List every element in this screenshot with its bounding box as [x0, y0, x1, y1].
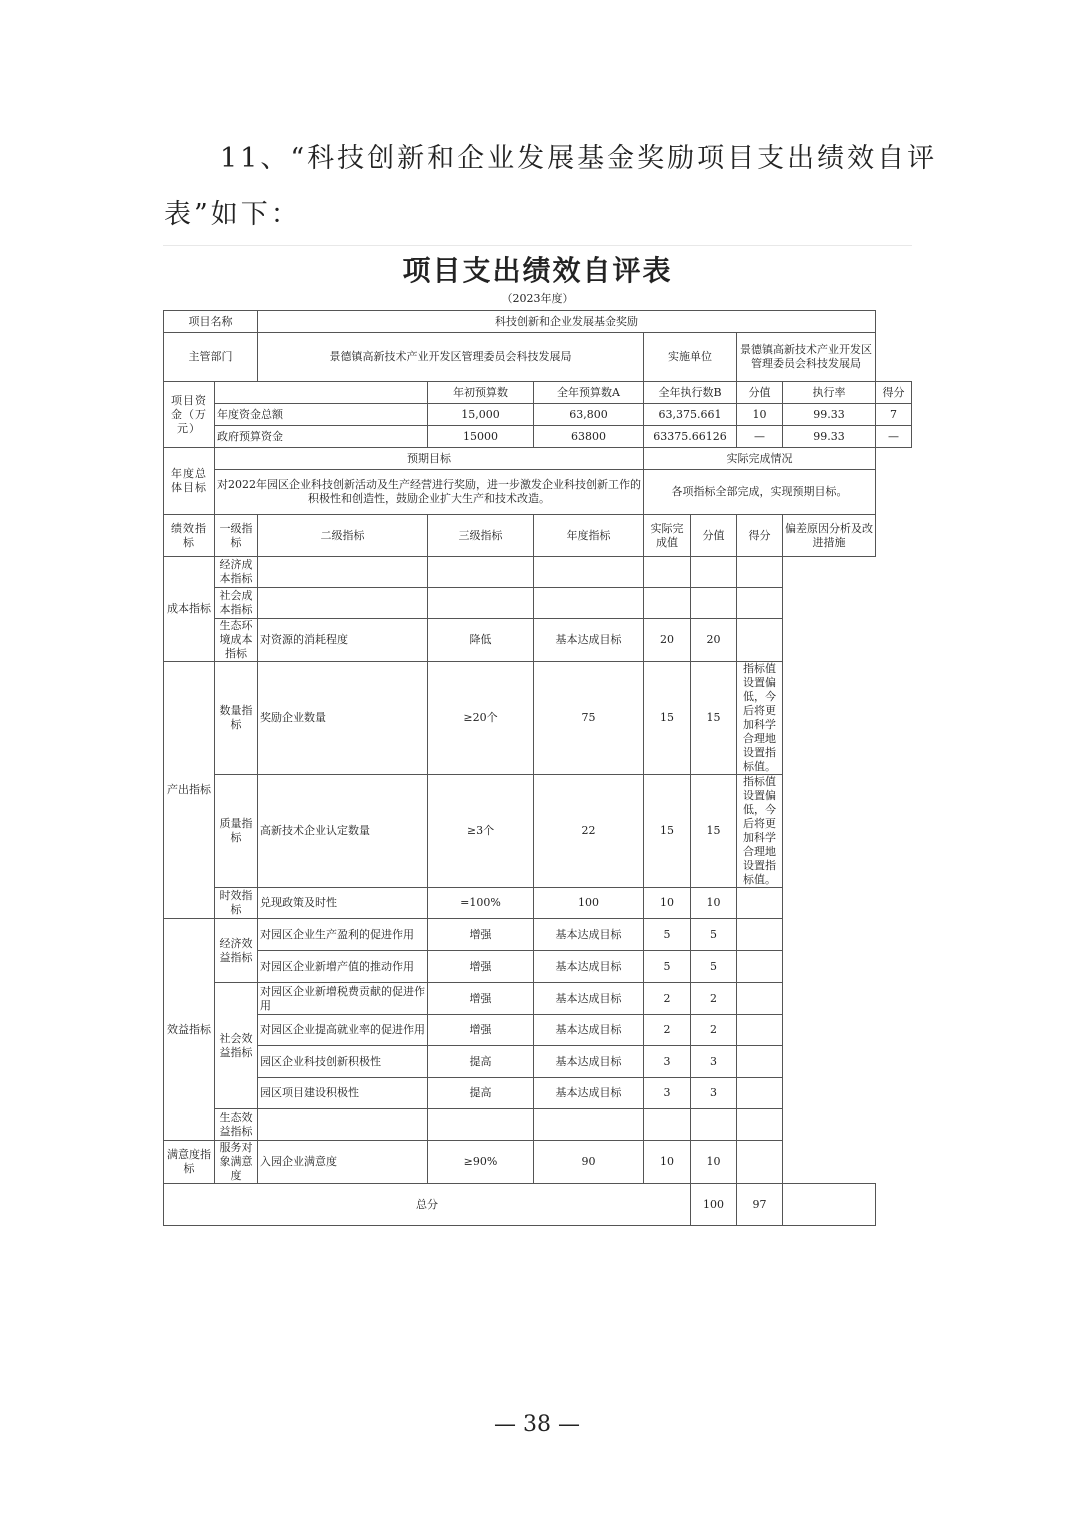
perf-note	[737, 1109, 783, 1141]
perf-value	[644, 1109, 691, 1141]
dept-value: 景德镇高新技术产业开发区管理委员会科技发展局	[258, 333, 644, 382]
perf-l1: 满意度指标	[164, 1141, 215, 1184]
perf-target: =100%	[428, 888, 534, 919]
perf-score: 3	[691, 1046, 737, 1078]
funds-initial: 15,000	[428, 404, 534, 426]
project-name-value: 科技创新和企业发展基金奖励	[258, 311, 876, 333]
perf-actual: 90	[534, 1141, 644, 1184]
perf-header-note: 偏差原因分析及改进措施	[783, 515, 876, 557]
perf-actual: 基本达成目标	[534, 983, 644, 1015]
perf-value: 10	[644, 888, 691, 919]
perf-value: 2	[644, 1015, 691, 1046]
perf-header-l1: 一级指标	[215, 515, 258, 557]
page-number: — 38 —	[494, 1412, 580, 1437]
perf-actual: 基本达成目标	[534, 1015, 644, 1046]
perf-actual	[534, 588, 644, 619]
total-score: 97	[737, 1184, 783, 1226]
perf-row	[164, 619, 912, 662]
perf-l2: 社会效益指标	[215, 983, 258, 1109]
perf-header-score: 得分	[737, 515, 783, 557]
perf-note	[737, 983, 783, 1015]
perf-l3: 对园区企业提高就业率的促进作用	[258, 1015, 428, 1046]
department-row	[164, 333, 912, 382]
perf-value: 20	[644, 619, 691, 662]
perf-target: 增强	[428, 983, 534, 1015]
perf-l2: 数量指标	[215, 662, 258, 775]
funds-row-government	[164, 426, 912, 448]
perf-l3: 对园区企业新增产值的推动作用	[258, 951, 428, 983]
funds-header-row	[164, 382, 912, 404]
perf-l3: 对园区企业生产盈利的促进作用	[258, 919, 428, 951]
funds-blank-cell	[215, 382, 428, 404]
perf-row	[164, 588, 912, 619]
funds-header-initial: 年初预算数	[428, 382, 534, 404]
perf-l3	[258, 557, 428, 588]
perf-header-l3: 三级指标	[428, 515, 534, 557]
goal-actual: 各项指标全部完成，实现预期目标。	[644, 470, 876, 515]
funds-header-rate: 执行率	[783, 382, 876, 404]
goal-actual-header: 实际完成情况	[644, 448, 876, 470]
perf-target	[428, 1109, 534, 1141]
perf-row	[164, 919, 912, 951]
funds-label: 项目资金（万元）	[164, 382, 215, 448]
perf-score: 10	[691, 888, 737, 919]
perf-value: 5	[644, 951, 691, 983]
perf-actual: 基本达成目标	[534, 1078, 644, 1109]
perf-target: ≥3个	[428, 775, 534, 888]
funds-annual: 63800	[534, 426, 644, 448]
heading-line-2: 表”如下：	[164, 199, 301, 230]
perf-target: 增强	[428, 1015, 534, 1046]
perf-actual: 100	[534, 888, 644, 919]
perf-l2: 经济成本指标	[215, 557, 258, 588]
funds-score: —	[876, 426, 912, 448]
perf-l2: 生态效益指标	[215, 1109, 258, 1141]
perf-actual: 基本达成目标	[534, 951, 644, 983]
perf-actual: 基本达成目标	[534, 619, 644, 662]
perf-actual	[534, 1109, 644, 1141]
perf-row	[164, 1015, 912, 1046]
perf-note	[737, 619, 783, 662]
funds-score: 7	[876, 404, 912, 426]
perf-value: 3	[644, 1078, 691, 1109]
perf-actual: 基本达成目标	[534, 919, 644, 951]
table-title: 项目支出绩效自评表	[163, 245, 912, 288]
perf-target: ≥20个	[428, 662, 534, 775]
perf-value: 5	[644, 919, 691, 951]
perf-score: 3	[691, 1078, 737, 1109]
perf-target: 增强	[428, 951, 534, 983]
goal-content-row	[164, 470, 912, 515]
funds-header-annual: 全年预算数A	[534, 382, 644, 404]
perf-row	[164, 1078, 912, 1109]
perf-note	[737, 1078, 783, 1109]
funds-score-value: 10	[737, 404, 783, 426]
perf-row	[164, 951, 912, 983]
perf-value: 2	[644, 983, 691, 1015]
perf-note	[737, 1141, 783, 1184]
perf-row	[164, 888, 912, 919]
perf-row	[164, 775, 912, 888]
perf-l3: 园区企业科技创新积极性	[258, 1046, 428, 1078]
perf-value: 15	[644, 662, 691, 775]
project-name-label: 项目名称	[164, 311, 258, 333]
perf-l3: 对园区企业新增税费贡献的促进作用	[258, 983, 428, 1015]
perf-note	[737, 919, 783, 951]
dept-label: 主管部门	[164, 333, 258, 382]
perf-score: 15	[691, 662, 737, 775]
funds-rate: 99.33	[783, 404, 876, 426]
perf-note	[737, 557, 783, 588]
perf-l3: 对资源的消耗程度	[258, 619, 428, 662]
perf-target: 增强	[428, 919, 534, 951]
perf-score	[691, 588, 737, 619]
perf-l3: 高新技术企业认定数量	[258, 775, 428, 888]
perf-score: 15	[691, 775, 737, 888]
perf-header-actual: 实际完成值	[644, 515, 691, 557]
project-name-row	[164, 311, 912, 333]
perf-score: 2	[691, 1015, 737, 1046]
funds-header-score: 得分	[876, 382, 912, 404]
perf-l1: 效益指标	[164, 919, 215, 1141]
perf-l3: 奖励企业数量	[258, 662, 428, 775]
perf-l2: 质量指标	[215, 775, 258, 888]
perf-target: 提高	[428, 1078, 534, 1109]
funds-score-value: —	[737, 426, 783, 448]
perf-score: 5	[691, 951, 737, 983]
total-value: 100	[691, 1184, 737, 1226]
perf-l2: 生态环境成本指标	[215, 619, 258, 662]
perf-l3: 入园企业满意度	[258, 1141, 428, 1184]
total-note	[783, 1184, 876, 1226]
perf-score: 10	[691, 1141, 737, 1184]
evaluation-sheet	[163, 245, 912, 1226]
perf-l3: 园区项目建设积极性	[258, 1078, 428, 1109]
perf-value	[644, 588, 691, 619]
perf-target	[428, 557, 534, 588]
perf-target: 提高	[428, 1046, 534, 1078]
perf-l1: 成本指标	[164, 557, 215, 662]
goal-header-row	[164, 448, 912, 470]
perf-row	[164, 1046, 912, 1078]
funds-header-score-value: 分值	[737, 382, 783, 404]
perf-target: ≥90%	[428, 1141, 534, 1184]
perf-note: 指标值设置偏低，今后将更加科学合理地设置指标值。	[737, 775, 783, 888]
perf-header-value: 分值	[691, 515, 737, 557]
perf-value: 3	[644, 1046, 691, 1078]
funds-annual: 63,800	[534, 404, 644, 426]
perf-row	[164, 557, 912, 588]
funds-header-executed: 全年执行数B	[644, 382, 737, 404]
perf-actual: 75	[534, 662, 644, 775]
perf-note	[737, 951, 783, 983]
perf-l2: 时效指标	[215, 888, 258, 919]
impl-value: 景德镇高新技术产业开发区管理委员会科技发展局	[737, 333, 876, 382]
perf-header-l2: 二级指标	[258, 515, 428, 557]
perf-actual: 基本达成目标	[534, 1046, 644, 1078]
evaluation-table	[163, 310, 912, 1226]
perf-row	[164, 662, 912, 775]
perf-score	[691, 1109, 737, 1141]
goal-expected-header: 预期目标	[215, 448, 644, 470]
perf-score	[691, 557, 737, 588]
perf-row	[164, 983, 912, 1015]
perf-value: 10	[644, 1141, 691, 1184]
perf-note	[737, 1015, 783, 1046]
goal-expected: 对2022年园区企业科技创新活动及生产经营进行奖励，进一步激发企业科技创新工作的积极性和创造性，鼓励企业扩大生产和技术改造。	[215, 470, 644, 515]
perf-target	[428, 588, 534, 619]
perf-note	[737, 588, 783, 619]
perf-score: 2	[691, 983, 737, 1015]
funds-row-label: 年度资金总额	[215, 404, 428, 426]
perf-header-row	[164, 515, 912, 557]
perf-note	[737, 888, 783, 919]
perf-actual	[534, 557, 644, 588]
perf-label: 绩效指标	[164, 515, 215, 557]
perf-l2: 经济效益指标	[215, 919, 258, 983]
perf-score: 20	[691, 619, 737, 662]
perf-l2: 社会成本指标	[215, 588, 258, 619]
perf-value	[644, 557, 691, 588]
goal-label: 年度总体目标	[164, 448, 215, 515]
table-year: （2023年度）	[501, 292, 574, 305]
heading-line-1: 11、“科技创新和企业发展基金奖励项目支出绩效自评	[220, 143, 938, 174]
perf-row	[164, 1109, 912, 1141]
impl-label: 实施单位	[644, 333, 737, 382]
funds-executed: 63,375.661	[644, 404, 737, 426]
funds-row-label: 政府预算资金	[215, 426, 428, 448]
funds-row-total	[164, 404, 912, 426]
perf-score: 5	[691, 919, 737, 951]
perf-actual: 22	[534, 775, 644, 888]
perf-l3	[258, 1109, 428, 1141]
total-label: 总分	[164, 1184, 691, 1226]
perf-row	[164, 1141, 912, 1184]
perf-target: 降低	[428, 619, 534, 662]
perf-l2: 服务对象满意度	[215, 1141, 258, 1184]
perf-note	[737, 1046, 783, 1078]
funds-executed: 63375.66126	[644, 426, 737, 448]
perf-header-target: 年度指标	[534, 515, 644, 557]
perf-note: 指标值设置偏低，今后将更加科学合理地设置指标值。	[737, 662, 783, 775]
perf-value: 15	[644, 775, 691, 888]
funds-initial: 15000	[428, 426, 534, 448]
perf-l3: 兑现政策及时性	[258, 888, 428, 919]
funds-rate: 99.33	[783, 426, 876, 448]
total-row	[164, 1184, 912, 1226]
perf-l3	[258, 588, 428, 619]
perf-l1: 产出指标	[164, 662, 215, 919]
